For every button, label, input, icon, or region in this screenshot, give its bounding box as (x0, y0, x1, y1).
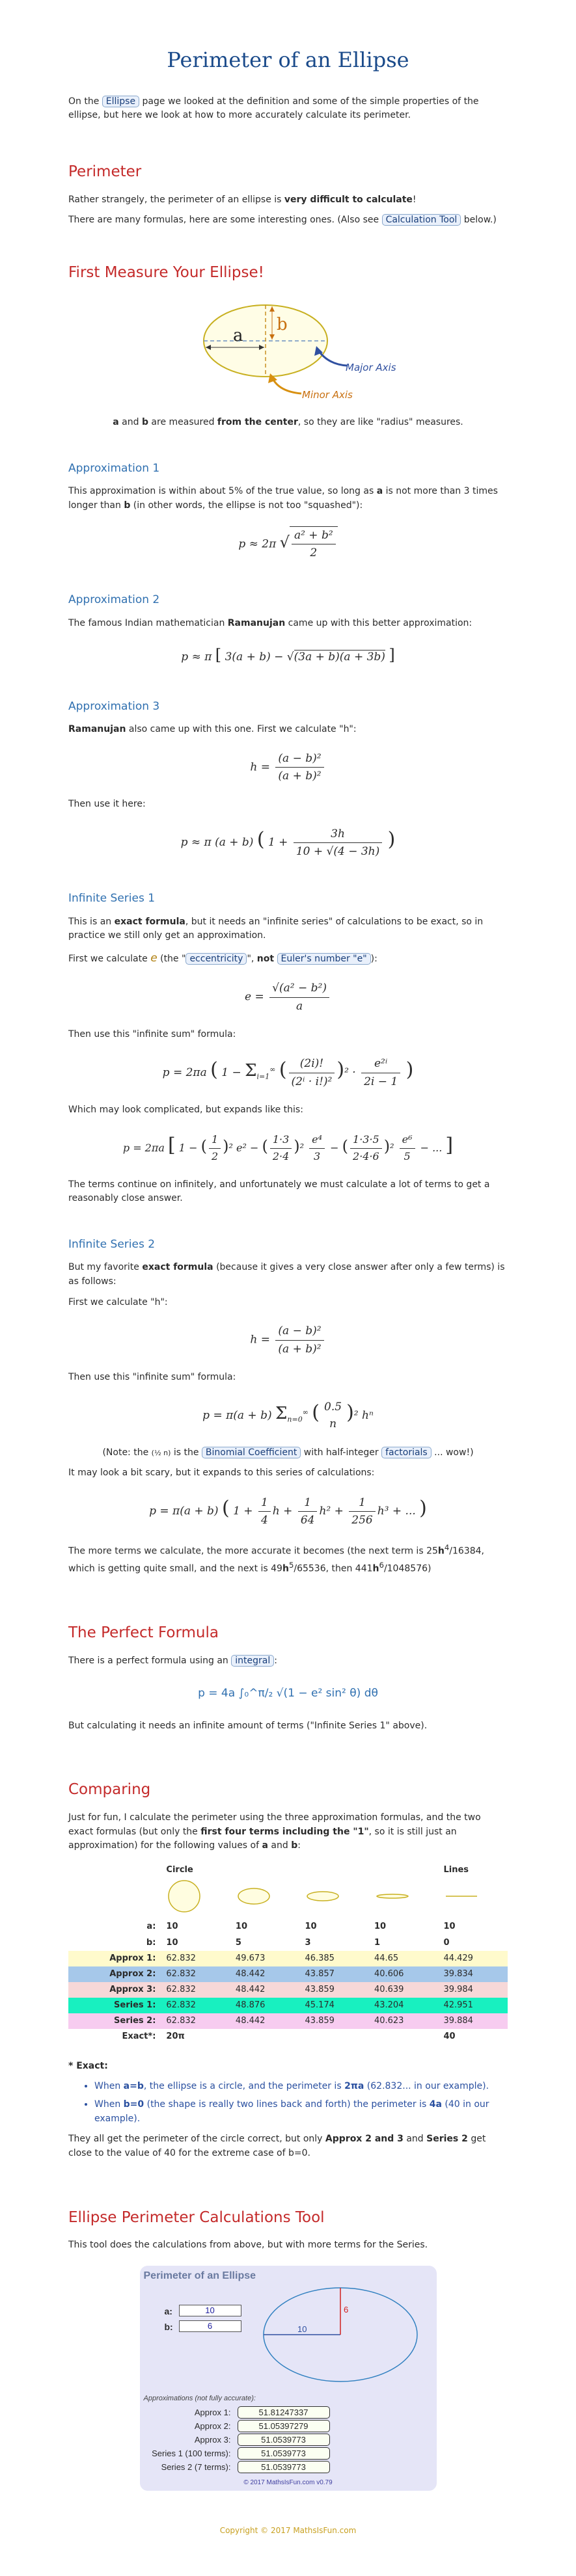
table-cell: 44.429 (443, 1953, 473, 1963)
table-cell: 48.442 (235, 2016, 266, 2026)
approx3-heading: Approximation 3 (68, 699, 160, 713)
table-cell: 1 (374, 1937, 380, 1948)
comparing-p1: Just for fun, I calculate the perimeter using the three approximation formulas, and the two exact formulas (but only the first four terms including the "1", so it is still just an approximation) for the following values of a and b: (68, 1812, 481, 1851)
exact-heading: * Exact: (68, 2060, 108, 2071)
tool-result-label: Approx 3: (194, 2434, 231, 2445)
row-label: b: (146, 1937, 156, 1948)
series2-p2: First we calculate "h": (68, 1296, 168, 1308)
factorials-link[interactable]: factorials (381, 1447, 432, 1458)
page-title: Perimeter of an Ellipse (167, 47, 409, 72)
tool-label-a: a: (164, 2305, 172, 2316)
row-label: Exact*: (122, 2032, 156, 2042)
approx3-then: Then use it here: (68, 799, 146, 810)
comparison-table (68, 1862, 508, 2045)
table-row (68, 1919, 508, 1935)
perimeter-p1: Rather strangely, the perimeter of an ellipse is very difficult to calculate! (68, 194, 417, 205)
series1-p1: This is an exact formula, but it needs an "infinite series" of calculations to be exact, so in practice we still only get an approximation. (68, 916, 484, 941)
table-row (68, 1935, 508, 1951)
table-cell: 62.832 (166, 2000, 196, 2011)
table-cell: 39.984 (443, 1984, 473, 1994)
list-item: • When a=b, the ellipse is a circle, and the perimeter is 2πa (62.832... in our example). (94, 2080, 508, 2094)
table-cell: 42.951 (443, 2000, 473, 2011)
major-axis-label: Major Axis (345, 361, 396, 373)
tool-heading: Ellipse Perimeter Calculations Tool (68, 2208, 325, 2226)
table-cell: 43.204 (374, 2000, 404, 2011)
table-row (68, 1982, 508, 1998)
page-footer: Copyright © 2017 MathsIsFun.com (219, 2525, 357, 2535)
approx2-heading: Approximation 2 (68, 593, 160, 607)
tool-diagram-a: 10 (297, 2324, 307, 2334)
table-row (68, 1951, 508, 1966)
table-cell: 45.174 (305, 2000, 335, 2011)
tool-result-value: 51.0539773 (238, 2447, 330, 2460)
series2-note: (Note: the (½ n) is the Binomial Coefficient with half-integer factorials ... wow!) (102, 1447, 474, 1458)
table-cell: 3 (305, 1937, 311, 1948)
tool-result-label: Series 1 (100 terms): (152, 2448, 231, 2458)
table-row (68, 2013, 508, 2029)
series1-heading: Infinite Series 1 (68, 892, 156, 906)
tool-approx-note: Approximations (not fully accurate): (143, 2394, 256, 2402)
table-cell: 39.884 (443, 2016, 473, 2026)
table-cell: 48.442 (235, 1984, 266, 1994)
shape-circle (166, 1879, 205, 1913)
table-cell (299, 2029, 369, 2045)
table-cell: 49.673 (235, 1953, 266, 1963)
approx3-text: Ramanujan also came up with this one. First we calculate "h": (68, 723, 357, 734)
table-cell: 43.857 (305, 1968, 335, 1979)
perfect-p1: There is a perfect formula using an integral : (68, 1655, 277, 1666)
table-cell: 46.385 (305, 1953, 335, 1963)
table-cell (230, 2029, 300, 2045)
table-cell: 62.832 (166, 1953, 196, 1963)
label-b: b (276, 314, 288, 334)
measure-caption: a and b are measured from the center, so they are like "radius" measures. (113, 417, 463, 428)
tool-result-label: Approx 2: (194, 2421, 231, 2431)
tool-diagram-b: 6 (343, 2304, 348, 2314)
list-item: • When b=0 (the shape is really two lines back and forth) the perimeter is 4a (40 in our example). (94, 2098, 508, 2126)
series1-p4: Which may look complicated, but expands like this: (68, 1105, 303, 1116)
tool-result-value: 51.0539773 (238, 2461, 330, 2473)
series1-p5: The terms continue on infinitely, and unfortunately we must calculate a lot of terms to get a reasonably close answer. (68, 1179, 490, 1204)
table-header-row (68, 1862, 508, 1878)
eccentricity-formula: e = $\frac{\text{√(a² − b²)}}{a}$ (68, 980, 508, 1015)
table-cell: 40 (443, 2032, 456, 2042)
ellipse-link[interactable]: Ellipse (102, 96, 139, 107)
series1-p2: First we calculate e (the " eccentricity ", not Euler's number "e" ): (68, 952, 377, 965)
row-label: a: (146, 1922, 156, 1932)
table-cell: 40.639 (374, 1984, 404, 1994)
approx3-h-formula: h = $\frac{\text{(a − b)²}}{\text{(a + b)²}}$ (68, 750, 508, 785)
table-cell: 48.442 (235, 1968, 266, 1979)
shape-ellipse-b3 (305, 1879, 344, 1913)
table-cell: 10 (443, 1922, 456, 1932)
perfect-p2: But calculating it needs an infinite amount of terms ("Infinite Series 1" above). (68, 1720, 428, 1731)
table-shapes-row (68, 1878, 508, 1919)
tool-ellipse-diagram (257, 2276, 433, 2393)
table-cell: 0 (443, 1937, 450, 1948)
table-cell: 10 (374, 1922, 387, 1932)
series2-heading: Infinite Series 2 (68, 1238, 156, 1252)
table-cell: 10 (305, 1922, 317, 1932)
approx2-formula: p ≈ π [ 3(a + b) − √(3a + b)(a + 3b) ] (181, 646, 395, 665)
tool-title: Perimeter of an Ellipse (143, 2270, 256, 2281)
table-cell: 10 (166, 1937, 178, 1948)
perimeter-heading: Perimeter (68, 163, 142, 180)
series2-p4: It may look a bit scary, but it expands to this series of calculations: (68, 1468, 375, 1479)
perimeter-p2: There are many formulas, here are some interesting ones. (Also see Calculation Tool below.) (68, 215, 497, 226)
binomial-coefficient-link[interactable]: Binomial Coefficient (202, 1447, 301, 1458)
tool-label-b: b: (164, 2321, 173, 2332)
tool-result-label: Approx 1: (194, 2407, 231, 2417)
series1-p3: Then use this "infinite sum" formula: (68, 1029, 236, 1040)
tool-result-value: 51.0539773 (238, 2434, 330, 2446)
label-a: a (232, 325, 243, 345)
table-row (68, 1966, 508, 1982)
comparing-heading: Comparing (68, 1781, 151, 1799)
series1-expanded-formula: p = 2πa [ 1 − ( $\frac{1}{2}$ )² e² − ( $\frac{1\cdot 3}{2\cdot 4}$ )² $\frac{\text{e⁴}}{3}$ − ( $\frac{1\cdot 3\cdot 5}{2\cdot 4\cdot 6}$ )² $\frac{\text{e⁶}}{5}$ − ... ] (122, 1133, 454, 1162)
table-cell: 62.832 (166, 1968, 196, 1979)
approx3-formula: p ≈ π (a + b) ( 1 + $\frac{3h}{10 + √(4 - 3h)}$ ) (68, 825, 508, 860)
series2-expanded-formula: p = π(a + b) ( 1 + $\frac{1}{4}$ h + $\frac{1}{64}$ h² + $\frac{1}{256}$ h³ + ... ) (68, 1494, 508, 1529)
eulers-number-link[interactable]: Euler's number "e" (277, 953, 371, 965)
table-cell: 40.606 (374, 1968, 404, 1979)
integral-link[interactable]: integral (231, 1655, 274, 1667)
table-cell: 62.832 (166, 1984, 196, 1994)
shape-lines (443, 1879, 482, 1913)
row-label: Approx 2: (109, 1968, 156, 1979)
table-row (68, 2029, 508, 2045)
comparing-p2: They all get the perimeter of the circle correct, but only Approx 2 and 3 and Series 2 get close to the value of 40 for the extreme case of b=0. (68, 2134, 486, 2158)
table-cell: 10 (166, 1922, 178, 1932)
table-row (68, 1998, 508, 2013)
tool-result-value: 51.81247337 (238, 2406, 330, 2419)
table-cell: 48.876 (235, 2000, 266, 2011)
table-cell: 43.859 (305, 1984, 335, 1994)
shape-ellipse-b1 (374, 1879, 413, 1913)
table-cell: 40.623 (374, 2016, 404, 2026)
shape-ellipse-b5 (236, 1879, 275, 1913)
approx1-heading: Approximation 1 (68, 462, 160, 475)
intro-paragraph: On the Ellipse page we looked at the definition and some of the simple properties of the ellipse, but here we look at how to more accurately calculate its perimeter. (68, 96, 479, 121)
row-label: Approx 3: (109, 1984, 156, 1994)
tool-intro: This tool does the calculations from above, but with more terms for the Series. (68, 2240, 428, 2251)
perfect-formula: p = 4a ∫₀^π/₂ √(1 − e² sin² θ) dθ (198, 1687, 378, 1700)
table-cell: 43.859 (305, 2016, 335, 2026)
table-cell: 10 (235, 1922, 248, 1932)
input-a[interactable]: 10 (179, 2305, 241, 2316)
comparison-rows (68, 1919, 508, 2045)
table-cell: 39.834 (443, 1968, 473, 1979)
series2-sum-formula: p = π(a + b) $\Sigma_{n=0}^\infty$ ( 0.5 n )² hⁿ (202, 1400, 374, 1431)
tool-copyright: © 2017 MathsIsFun.com v0.79 (243, 2478, 333, 2486)
perfect-heading: The Perfect Formula (68, 1624, 219, 1642)
table-cell: 44.65 (374, 1953, 399, 1963)
approx2-text: The famous Indian mathematician Ramanujan came up with this better approximation: (68, 617, 473, 628)
row-label: Series 1: (114, 2000, 156, 2011)
ellipse-diagram (181, 294, 396, 405)
approx1-text: This approximation is within about 5% of the true value, so long as a is not more than 3 times longer than b (in other words, the ellipse is not too "squashed"): (68, 486, 498, 511)
series2-p3: Then use this "infinite sum" formula: (68, 1372, 236, 1383)
perimeter-tool (140, 2266, 437, 2491)
input-b[interactable]: 6 (179, 2320, 241, 2332)
tool-result-value: 51.05397279 (238, 2420, 330, 2432)
measure-heading: First Measure Your Ellipse! (68, 263, 264, 281)
series2-p5: The more terms we calculate, the more accurate it becomes (the next term is $25h^4/16384$, which is getting quite small, and the next is $49h^5/65536$, then $441h^6/1048576$) (68, 1543, 484, 1574)
table-cell (369, 2029, 439, 2045)
series2-h-formula: h = $\frac{\text{(a − b)²}}{\text{(a + b)²}}$ (68, 1322, 508, 1358)
col-lines: Lines (443, 1865, 469, 1875)
ellipse-measure-diagram (68, 294, 508, 410)
minor-axis-label: Minor Axis (301, 388, 353, 401)
tool-result-label: Series 2 (7 terms): (161, 2462, 231, 2472)
col-circle: Circle (166, 1865, 193, 1875)
table-cell: 5 (235, 1937, 241, 1948)
table-cell: 20π (166, 2032, 185, 2042)
series1-sum-formula: p = 2πa ( $1 - \Sigma_{i=1}^\infty$ ( $\frac{(2i)!}{\text{(2ⁱ · i!)²}}$ )² · $\frac{\text{e²ⁱ}}{2i - 1}$ ) (68, 1055, 508, 1090)
exact-list (68, 2080, 508, 2126)
approx1-formula: p ≈ 2π √ $\frac{\text{a² + b²}}{2}$ (68, 526, 508, 562)
row-label: Series 2: (114, 2016, 156, 2026)
calculation-tool-link[interactable]: Calculation Tool (382, 214, 461, 226)
row-label: Approx 1: (109, 1953, 156, 1963)
table-cell: 62.832 (166, 2016, 196, 2026)
series2-p1: But my favorite exact formula (because it gives a very close answer after only a few terms) is as follows: (68, 1262, 505, 1287)
eccentricity-link[interactable]: eccentricity (185, 953, 247, 965)
